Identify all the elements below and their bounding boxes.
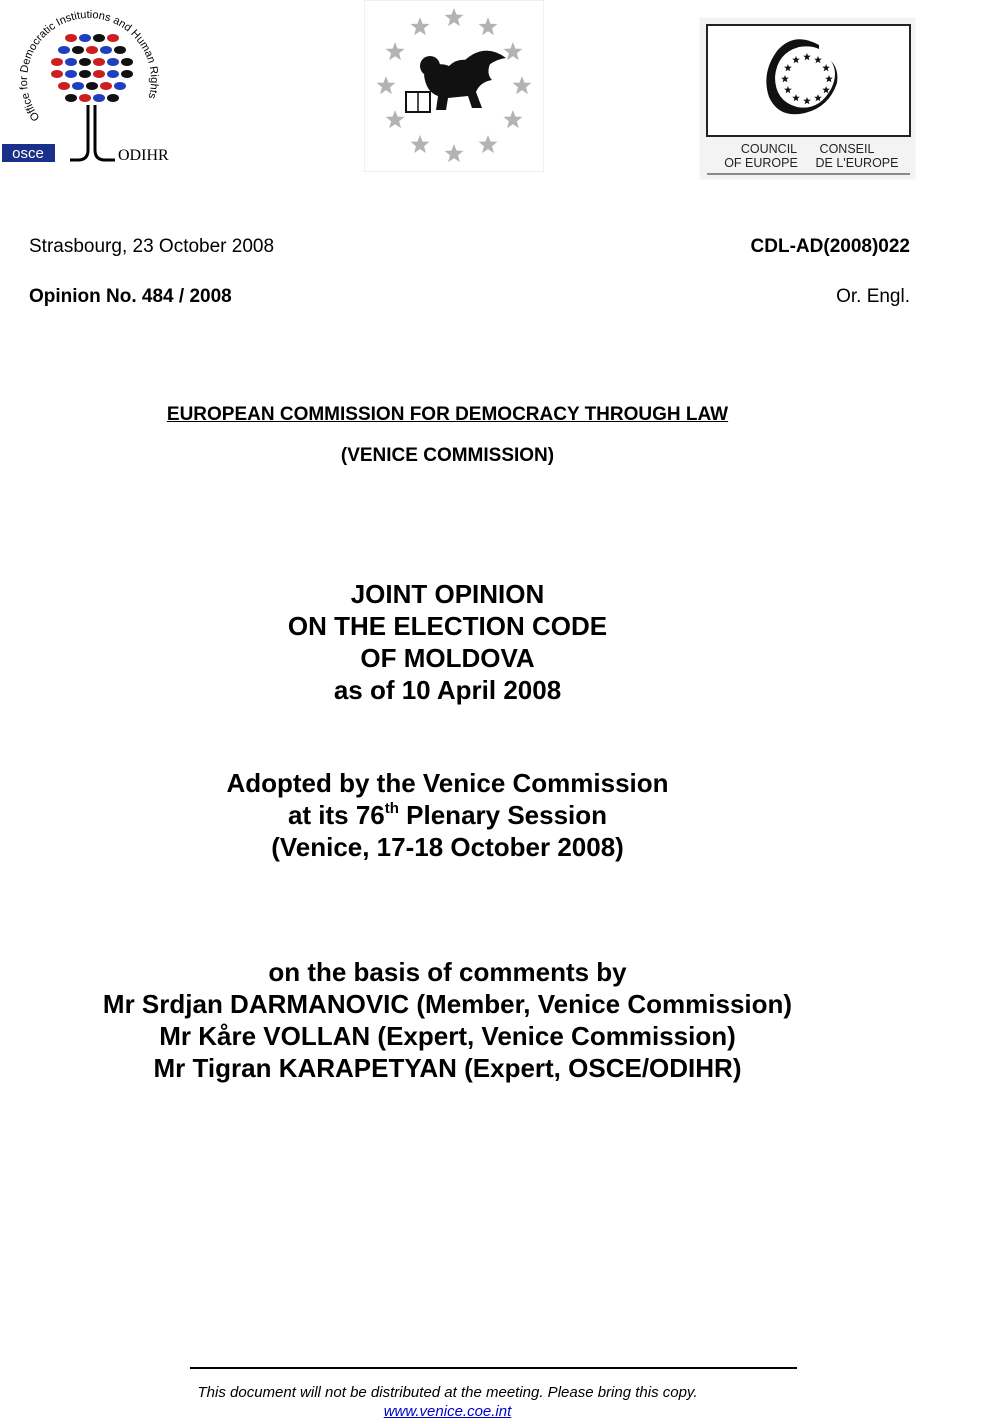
ordinal-suffix: th	[384, 800, 399, 817]
leaf-icon	[65, 58, 77, 66]
opinion-number: Opinion No. 484 / 2008	[29, 286, 232, 307]
leaf-icon	[93, 34, 105, 42]
leaf-icon	[65, 34, 77, 42]
osce-tree-emblem	[0, 0, 182, 168]
leaf-icon	[58, 46, 70, 54]
osce-label: osce	[12, 145, 44, 162]
leaf-icon	[79, 94, 91, 102]
place-date: Strasbourg, 23 October 2008	[29, 236, 275, 257]
leaf-icon	[72, 82, 84, 90]
adopted-line-2	[0, 799, 895, 831]
footer-divider	[190, 1367, 797, 1369]
venice-commission-logo	[364, 0, 544, 172]
coe-emblem	[699, 17, 916, 180]
adopted-line-1: Adopted by the Venice Commission	[226, 768, 669, 798]
leaf-icon	[65, 94, 77, 102]
author-line: Mr Tigran KARAPETYAN (Expert, OSCE/ODIHR)	[153, 1053, 742, 1083]
coe-en-line2: OF EUROPE	[724, 156, 798, 170]
comments-basis	[0, 956, 895, 1084]
title-line-4: as of 10 April 2008	[333, 675, 562, 705]
document-title	[0, 578, 895, 706]
leaf-icon	[93, 94, 105, 102]
council-of-europe-logo	[699, 17, 916, 180]
title-line-2: ON THE ELECTION CODE	[287, 611, 608, 641]
commission-abbreviation: (VENICE COMMISSION)	[340, 445, 555, 466]
coe-fr-line1: CONSEIL	[819, 142, 875, 156]
leaf-icon	[114, 46, 126, 54]
leaf-icon	[72, 46, 84, 54]
leaf-icon	[107, 70, 119, 78]
leaf-icon	[100, 82, 112, 90]
adopted-line-2-suffix: Plenary Session	[398, 800, 608, 830]
footer-website-link-text[interactable]: www.venice.coe.int	[383, 1403, 512, 1420]
document-reference: CDL-AD(2008)022	[750, 236, 910, 257]
leaf-icon	[86, 82, 98, 90]
leaf-icon	[86, 46, 98, 54]
commission-name: EUROPEAN COMMISSION FOR DEMOCRACY THROUGH LAW	[166, 404, 729, 425]
osce-odihr-logo	[0, 0, 182, 168]
author-line: Mr Srdjan DARMANOVIC (Member, Venice Commission)	[102, 989, 793, 1019]
leaf-icon	[114, 82, 126, 90]
winged-lion-emblem	[364, 0, 544, 172]
leaf-icon	[51, 58, 63, 66]
leaf-icon	[58, 82, 70, 90]
leaf-icon	[121, 70, 133, 78]
footer-note: This document will not be distributed at the meeting. Please bring this copy.	[197, 1384, 698, 1401]
author-line: Mr Kåre VOLLAN (Expert, Venice Commission)	[159, 1021, 736, 1051]
leaf-icon	[65, 70, 77, 78]
leaf-icon	[93, 70, 105, 78]
coe-fr-line2: DE L'EUROPE	[815, 156, 899, 170]
title-line-1: JOINT OPINION	[350, 579, 545, 609]
leaf-icon	[93, 58, 105, 66]
leaf-icon	[107, 94, 119, 102]
leaf-icon	[121, 58, 133, 66]
leaf-icon	[100, 46, 112, 54]
title-line-3: OF MOLDOVA	[360, 643, 535, 673]
adoption-statement	[0, 767, 895, 863]
leaf-icon	[79, 70, 91, 78]
leaf-icon	[107, 58, 119, 66]
original-language: Or. Engl.	[836, 286, 910, 307]
adopted-line-3: (Venice, 17-18 October 2008)	[271, 832, 624, 862]
basis-intro: on the basis of comments by	[268, 957, 627, 987]
osce-arc-text: Office for Democratic Institutions and Human Rights	[17, 8, 161, 124]
leaf-icon	[79, 34, 91, 42]
odihr-label: ODIHR	[118, 147, 169, 164]
adopted-line-2-prefix: at its 76	[287, 800, 385, 830]
footer-website-link[interactable]	[0, 1403, 895, 1420]
leaf-icon	[51, 70, 63, 78]
coe-en-line1: COUNCIL	[740, 142, 798, 156]
leaf-icon	[79, 58, 91, 66]
leaf-icon	[107, 34, 119, 42]
